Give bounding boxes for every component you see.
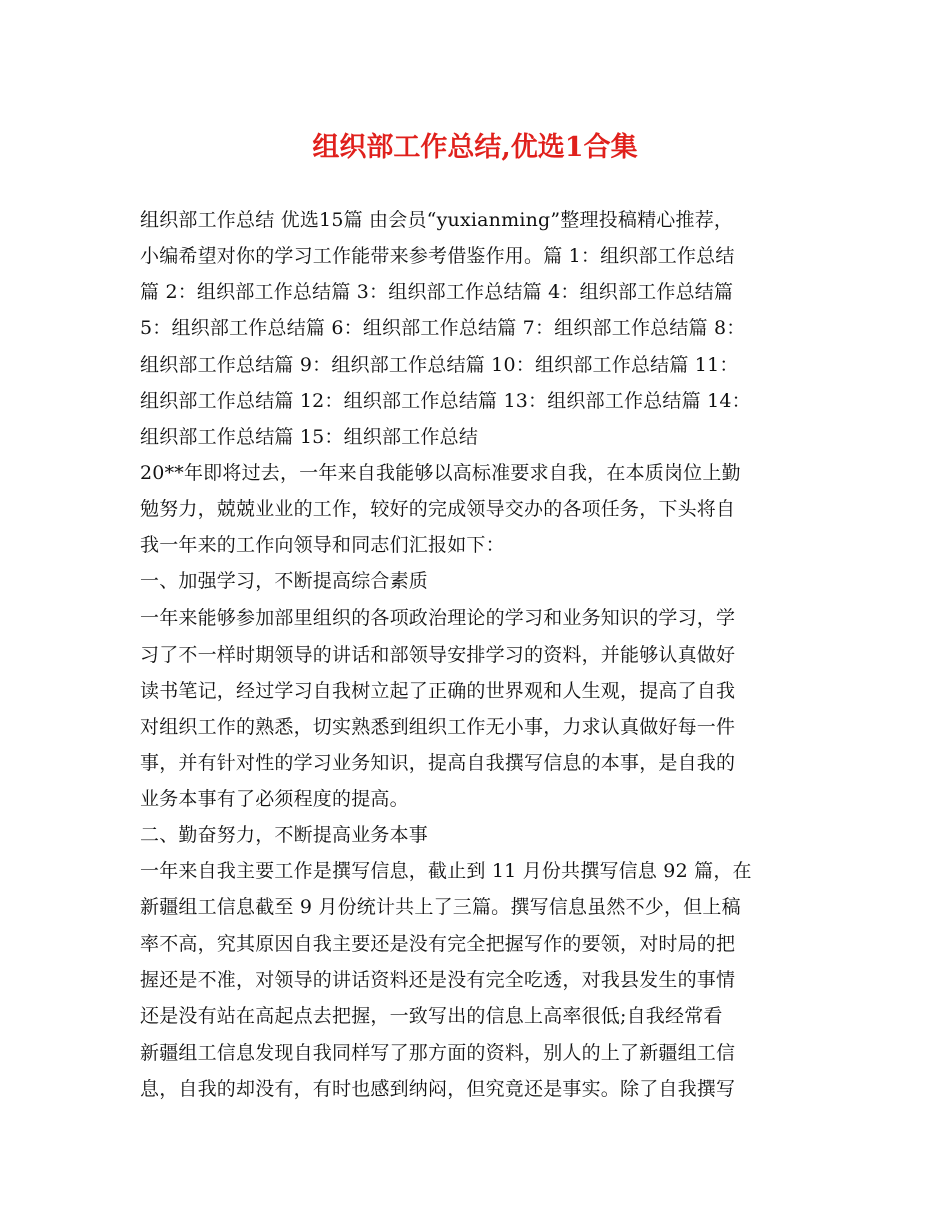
body-line: 勉努力，兢兢业业的工作，较好的完成领导交办的各项任务，下头将自 [140, 498, 736, 520]
body-line: 握还是不准，对领导的讲话资料还是没有完全吃透，对我县发生的事情 [140, 969, 736, 991]
body-line: 我一年来的工作向领导和同志们汇报如下： [140, 534, 505, 556]
section-heading: 一、加强学习，不断提高综合素质 [140, 570, 429, 592]
body-line: 一年来自我主要工作是撰写信息，截止到 11 月份共撰写信息 92 篇，在 [140, 860, 752, 882]
body-line: 事，并有针对性的学习业务知识，提高自我撰写信息的本事，是自我的 [140, 752, 736, 774]
body-line: 还是没有站在高起点去把握，一致写出的信息上高率很低;自我经常看 [140, 1005, 723, 1027]
body-line: 息，自我的却没有，有时也感到纳闷，但究竟还是事实。除了自我撰写 [140, 1078, 736, 1100]
body-line: 一年来能够参加部里组织的各项政治理论的学习和业务知识的学习，学 [140, 607, 736, 629]
body-line: 读书笔记，经过学习自我树立起了正确的世界观和人生观，提高了自我 [140, 680, 736, 702]
body-line: 小编希望对你的学习工作能带来参考借鉴作用。篇 1：组织部工作总结 [140, 245, 735, 267]
body-line: 篇 2：组织部工作总结篇 3：组织部工作总结篇 4：组织部工作总结篇 [140, 281, 734, 303]
body-line: 率不高，究其原因自我主要还是没有完全把握写作的要领，对时局的把 [140, 933, 736, 955]
body-line: 20**年即将过去，一年来自我能够以高标准要求自我，在本质岗位上勤 [140, 462, 741, 484]
body-line: 组织部工作总结篇 9：组织部工作总结篇 10：组织部工作总结篇 11： [140, 354, 739, 376]
body-line: 新疆组工信息截至 9 月份统计共上了三篇。撰写信息虽然不少，但上稿 [140, 896, 741, 918]
body-line: 组织部工作总结 优选15篇 由会员“yuxianming”整理投稿精心推荐， [140, 209, 734, 231]
document-title: 组织部工作总结,优选1合集 [312, 132, 638, 163]
body-line: 习了不一样时期领导的讲话和部领导安排学习的资料，并能够认真做好 [140, 644, 736, 666]
body-line: 5：组织部工作总结篇 6：组织部工作总结篇 7：组织部工作总结篇 8： [140, 317, 746, 339]
body-line: 对组织工作的熟悉，切实熟悉到组织工作无小事，力求认真做好每一件 [140, 716, 736, 738]
body-line: 组织部工作总结篇 15：组织部工作总结 [140, 426, 479, 448]
body-line: 新疆组工信息发现自我同样写了那方面的资料，别人的上了新疆组工信 [140, 1042, 736, 1064]
section-heading: 二、勤奋努力，不断提高业务本事 [140, 824, 429, 846]
body-line: 业务本事有了必须程度的提高。 [140, 788, 409, 810]
body-line: 组织部工作总结篇 12：组织部工作总结篇 13：组织部工作总结篇 14： [140, 390, 751, 412]
